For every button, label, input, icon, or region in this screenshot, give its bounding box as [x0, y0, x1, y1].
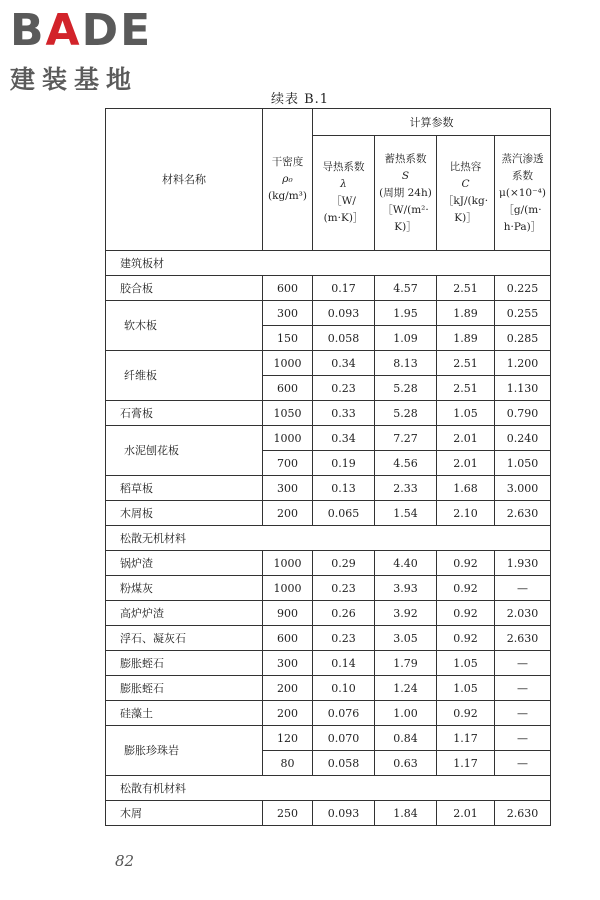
- density-cell: 200: [263, 676, 313, 701]
- heat-storage-cell: 3.92: [375, 601, 437, 626]
- logo: [10, 6, 152, 96]
- header-calc-params: 计算参数: [313, 109, 551, 136]
- vapor-permeability-cell: 1.930: [495, 551, 551, 576]
- vapor-permeability-cell: 3.000: [495, 476, 551, 501]
- conductivity-cell: 0.23: [313, 376, 375, 401]
- density-cell: 250: [263, 801, 313, 826]
- conductivity-cell: 0.093: [313, 801, 375, 826]
- table-row: [106, 626, 551, 651]
- vapor-permeability-cell: 0.285: [495, 326, 551, 351]
- heat-capacity-cell: 2.01: [437, 451, 495, 476]
- heat-capacity-cell: 2.10: [437, 501, 495, 526]
- table-row: [106, 601, 551, 626]
- heat-capacity-cell: 1.17: [437, 726, 495, 751]
- vapor-permeability-cell: 2.030: [495, 601, 551, 626]
- material-name: 水泥刨花板: [106, 426, 263, 476]
- table-row: [106, 301, 551, 326]
- heat-storage-cell: 8.13: [375, 351, 437, 376]
- heat-storage-cell: 4.57: [375, 276, 437, 301]
- heat-capacity-cell: 1.05: [437, 401, 495, 426]
- conductivity-cell: 0.14: [313, 651, 375, 676]
- logo-subtitle: 建装基地: [10, 65, 139, 94]
- section-title: 松散有机材料: [106, 776, 551, 801]
- material-name: 粉煤灰: [106, 576, 263, 601]
- vapor-permeability-cell: —: [495, 701, 551, 726]
- material-name: 胶合板: [106, 276, 263, 301]
- table-row: [106, 651, 551, 676]
- density-cell: 1000: [263, 551, 313, 576]
- density-cell: 120: [263, 726, 313, 751]
- material-name: 锅炉渣: [106, 551, 263, 576]
- material-table: [105, 108, 551, 826]
- heat-storage-cell: 5.28: [375, 376, 437, 401]
- material-name: 膨胀珍珠岩: [106, 726, 263, 776]
- header-vapor-permeability: 蒸汽渗透 系数 μ(×10⁻⁴) ［g/(m· h·Pa)］: [495, 136, 551, 251]
- table-row: [106, 676, 551, 701]
- section-row: [106, 526, 551, 551]
- material-name: 膨胀蛭石: [106, 651, 263, 676]
- density-cell: 300: [263, 301, 313, 326]
- logo-wordmark: BADE: [10, 5, 153, 56]
- heat-capacity-cell: 2.51: [437, 351, 495, 376]
- heat-storage-cell: 5.28: [375, 401, 437, 426]
- conductivity-cell: 0.19: [313, 451, 375, 476]
- heat-storage-cell: 1.09: [375, 326, 437, 351]
- density-cell: 1000: [263, 351, 313, 376]
- table-row: [106, 576, 551, 601]
- heat-storage-cell: 0.84: [375, 726, 437, 751]
- heat-capacity-cell: 0.92: [437, 626, 495, 651]
- heat-storage-cell: 1.84: [375, 801, 437, 826]
- vapor-permeability-cell: 2.630: [495, 501, 551, 526]
- heat-storage-cell: 1.54: [375, 501, 437, 526]
- density-cell: 200: [263, 701, 313, 726]
- table-row: [106, 501, 551, 526]
- heat-capacity-cell: 1.89: [437, 301, 495, 326]
- section-title: 建筑板材: [106, 251, 551, 276]
- vapor-permeability-cell: 1.200: [495, 351, 551, 376]
- heat-storage-cell: 4.56: [375, 451, 437, 476]
- material-name: 木屑板: [106, 501, 263, 526]
- material-name: 石膏板: [106, 401, 263, 426]
- table-row: [106, 401, 551, 426]
- density-cell: 300: [263, 651, 313, 676]
- heat-storage-cell: 1.00: [375, 701, 437, 726]
- conductivity-cell: 0.076: [313, 701, 375, 726]
- material-name: 膨胀蛭石: [106, 676, 263, 701]
- table-row: [106, 726, 551, 751]
- material-name: 纤维板: [106, 351, 263, 401]
- section-row: [106, 776, 551, 801]
- page-number: 82: [115, 852, 135, 870]
- table-row: [106, 701, 551, 726]
- table-caption: 续表 B.1: [270, 92, 330, 107]
- conductivity-cell: 0.093: [313, 301, 375, 326]
- conductivity-cell: 0.058: [313, 751, 375, 776]
- material-name: 浮石、凝灰石: [106, 626, 263, 651]
- vapor-permeability-cell: —: [495, 651, 551, 676]
- header-material-name: 材料名称: [106, 109, 263, 251]
- material-name: 软木板: [106, 301, 263, 351]
- heat-capacity-cell: 2.01: [437, 426, 495, 451]
- table-row: [106, 551, 551, 576]
- density-cell: 600: [263, 626, 313, 651]
- heat-capacity-cell: 2.01: [437, 801, 495, 826]
- density-cell: 300: [263, 476, 313, 501]
- heat-capacity-cell: 0.92: [437, 601, 495, 626]
- conductivity-cell: 0.17: [313, 276, 375, 301]
- vapor-permeability-cell: 0.240: [495, 426, 551, 451]
- header-density: 干密度 ρ₀ (kg/m³): [263, 109, 313, 251]
- density-cell: 600: [263, 376, 313, 401]
- header-conductivity: 导热系数 λ ［W/ (m·K)］: [313, 136, 375, 251]
- vapor-permeability-cell: 2.630: [495, 626, 551, 651]
- section-title: 松散无机材料: [106, 526, 551, 551]
- conductivity-cell: 0.13: [313, 476, 375, 501]
- heat-capacity-cell: 1.68: [437, 476, 495, 501]
- density-cell: 600: [263, 276, 313, 301]
- vapor-permeability-cell: —: [495, 676, 551, 701]
- vapor-permeability-cell: 0.225: [495, 276, 551, 301]
- density-cell: 1000: [263, 426, 313, 451]
- heat-capacity-cell: 0.92: [437, 576, 495, 601]
- conductivity-cell: 0.34: [313, 426, 375, 451]
- conductivity-cell: 0.26: [313, 601, 375, 626]
- conductivity-cell: 0.058: [313, 326, 375, 351]
- table-row: [106, 476, 551, 501]
- vapor-permeability-cell: —: [495, 726, 551, 751]
- table-row: [106, 351, 551, 376]
- heat-capacity-cell: 2.51: [437, 376, 495, 401]
- material-name: 硅藻土: [106, 701, 263, 726]
- conductivity-cell: 0.23: [313, 626, 375, 651]
- heat-storage-cell: 0.63: [375, 751, 437, 776]
- vapor-permeability-cell: —: [495, 576, 551, 601]
- table-row: [106, 276, 551, 301]
- heat-storage-cell: 2.33: [375, 476, 437, 501]
- vapor-permeability-cell: 1.130: [495, 376, 551, 401]
- conductivity-cell: 0.10: [313, 676, 375, 701]
- heat-capacity-cell: 1.05: [437, 651, 495, 676]
- heat-capacity-cell: 0.92: [437, 551, 495, 576]
- heat-storage-cell: 1.95: [375, 301, 437, 326]
- material-name: 高炉炉渣: [106, 601, 263, 626]
- heat-capacity-cell: 1.89: [437, 326, 495, 351]
- table-row: [106, 426, 551, 451]
- heat-storage-cell: 4.40: [375, 551, 437, 576]
- header-heat-capacity: 比热容 C ［kJ/(kg· K)］: [437, 136, 495, 251]
- density-cell: 1000: [263, 576, 313, 601]
- density-cell: 900: [263, 601, 313, 626]
- heat-storage-cell: 1.24: [375, 676, 437, 701]
- heat-storage-cell: 1.79: [375, 651, 437, 676]
- conductivity-cell: 0.065: [313, 501, 375, 526]
- conductivity-cell: 0.33: [313, 401, 375, 426]
- conductivity-cell: 0.23: [313, 576, 375, 601]
- vapor-permeability-cell: —: [495, 751, 551, 776]
- vapor-permeability-cell: 0.790: [495, 401, 551, 426]
- conductivity-cell: 0.070: [313, 726, 375, 751]
- heat-capacity-cell: 2.51: [437, 276, 495, 301]
- density-cell: 200: [263, 501, 313, 526]
- material-name: 稻草板: [106, 476, 263, 501]
- heat-capacity-cell: 0.92: [437, 701, 495, 726]
- density-cell: 80: [263, 751, 313, 776]
- vapor-permeability-cell: 1.050: [495, 451, 551, 476]
- vapor-permeability-cell: 2.630: [495, 801, 551, 826]
- heat-capacity-cell: 1.05: [437, 676, 495, 701]
- conductivity-cell: 0.29: [313, 551, 375, 576]
- density-cell: 700: [263, 451, 313, 476]
- heat-storage-cell: 3.05: [375, 626, 437, 651]
- heat-capacity-cell: 1.17: [437, 751, 495, 776]
- vapor-permeability-cell: 0.255: [495, 301, 551, 326]
- heat-storage-cell: 3.93: [375, 576, 437, 601]
- material-name: 木屑: [106, 801, 263, 826]
- header-heat-storage: 蓄热系数 S (周期 24h) ［W/(m²· K)］: [375, 136, 437, 251]
- section-row: [106, 251, 551, 276]
- density-cell: 1050: [263, 401, 313, 426]
- conductivity-cell: 0.34: [313, 351, 375, 376]
- heat-storage-cell: 7.27: [375, 426, 437, 451]
- density-cell: 150: [263, 326, 313, 351]
- table-row: [106, 801, 551, 826]
